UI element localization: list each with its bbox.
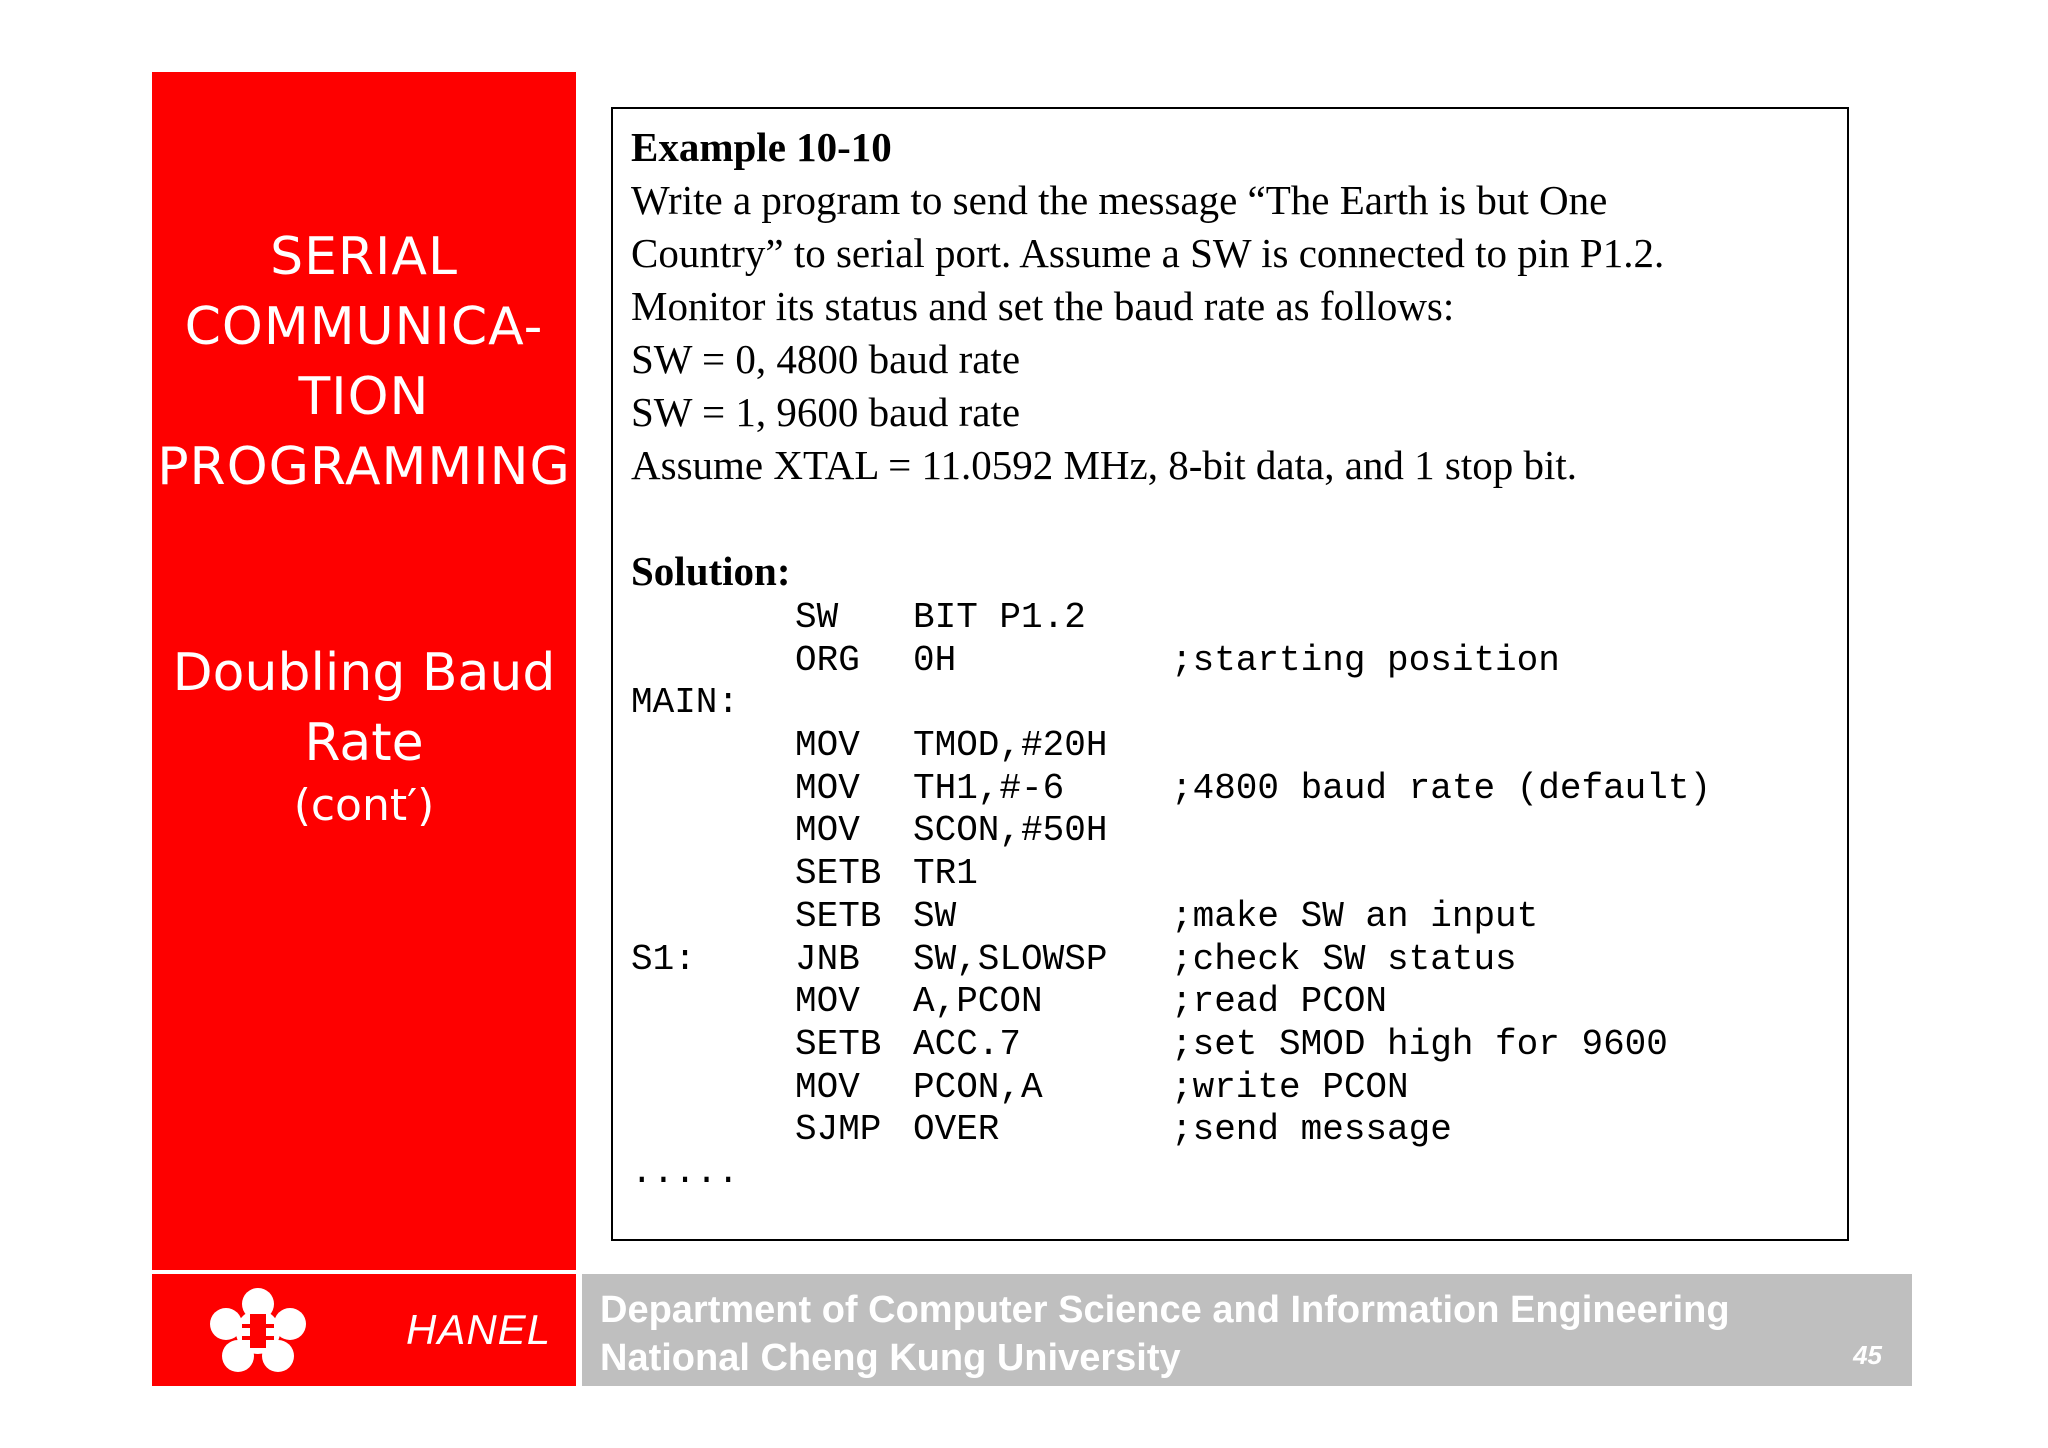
code-comment: ;set SMOD high for 9600 — [1171, 1023, 1668, 1065]
solution-label: Solution: — [631, 548, 791, 594]
code-opcode: JNB — [795, 938, 860, 980]
code-opcode: SW — [795, 597, 839, 638]
section-title-line: TION — [298, 367, 430, 427]
code-operand: SW — [913, 895, 957, 937]
cont-label: (cont′) — [293, 780, 435, 831]
section-title-line: SERIAL — [270, 227, 458, 287]
section-subtitle-line: Rate — [304, 713, 424, 773]
section-title — [152, 222, 576, 502]
code-comment: ;send message — [1171, 1109, 1452, 1151]
problem-line: Monitor its status and set the baud rate as follows: — [631, 283, 1455, 329]
example-box — [611, 107, 1849, 1241]
code-opcode: ORG — [795, 639, 860, 681]
code-opcode: SETB — [795, 895, 882, 937]
code-comment: ;4800 baud rate (default) — [1171, 767, 1712, 809]
section-subtitle-line: Doubling Baud — [172, 643, 556, 703]
code-comment: ;make SW an input — [1171, 895, 1539, 937]
problem-line: Country” to serial port. Assume a SW is connected to pin P1.2. — [631, 230, 1665, 276]
brand-name: HANEL — [406, 1306, 552, 1353]
spacer — [631, 492, 1831, 545]
code-operand: PCON,A — [913, 1066, 1043, 1108]
code-label: MAIN: — [631, 682, 740, 724]
footer-brand-panel — [152, 1274, 576, 1386]
code-opcode: SJMP — [795, 1109, 882, 1151]
code-operand: ACC.7 — [913, 1023, 1022, 1065]
footer-affiliation — [600, 1286, 1730, 1382]
code-comment: ;read PCON — [1171, 981, 1388, 1023]
code-operand: 0H — [913, 639, 957, 681]
code-opcode: MOV — [795, 981, 860, 1023]
code-opcode: SETB — [795, 1023, 882, 1065]
sidebar-panel — [152, 72, 576, 1270]
code-opcode: MOV — [795, 725, 860, 767]
code-operand: TH1,#-6 — [913, 767, 1065, 809]
problem-line: Assume XTAL = 11.0592 MHz, 8-bit data, and 1 stop bit. — [631, 442, 1578, 488]
university-name: National Cheng Kung University — [600, 1337, 1181, 1379]
code-operand: SW,SLOWSP — [913, 938, 1108, 980]
page-number: 45 — [1853, 1340, 1882, 1370]
code-label: S1: — [631, 938, 696, 980]
code-operand: A,PCON — [913, 981, 1043, 1023]
code-operand: TR1 — [913, 853, 978, 895]
department-name: Department of Computer Science and Information Engineering — [600, 1289, 1730, 1331]
code-comment: ;starting position — [1171, 639, 1560, 681]
code-operand: OVER — [913, 1109, 1000, 1151]
section-title-line: PROGRAMMING — [157, 437, 571, 497]
code-label: ..... — [631, 1151, 740, 1193]
section-title-line: COMMUNICA- — [184, 297, 544, 357]
code-comment: ;check SW status — [1171, 938, 1517, 980]
section-subtitle — [152, 638, 576, 834]
footer-info-panel — [582, 1274, 1912, 1386]
code-opcode: MOV — [795, 810, 860, 852]
problem-line: Write a program to send the message “The Earth is but One — [631, 177, 1608, 223]
code-operand: BIT P1.2 — [913, 597, 1086, 638]
code-opcode: SETB — [795, 853, 882, 895]
code-operand: TMOD,#20H — [913, 725, 1108, 767]
problem-line: SW = 1, 9600 baud rate — [631, 389, 1021, 435]
problem-line: SW = 0, 4800 baud rate — [631, 336, 1021, 382]
ncku-flower-logo-icon — [202, 1284, 314, 1376]
code-operand: SCON,#50H — [913, 810, 1108, 852]
example-heading: Example 10-10 — [631, 124, 892, 170]
code-comment: ;write PCON — [1171, 1066, 1409, 1108]
problem-statement — [631, 121, 1831, 598]
code-opcode: MOV — [795, 1066, 860, 1108]
code-opcode: MOV — [795, 767, 860, 809]
